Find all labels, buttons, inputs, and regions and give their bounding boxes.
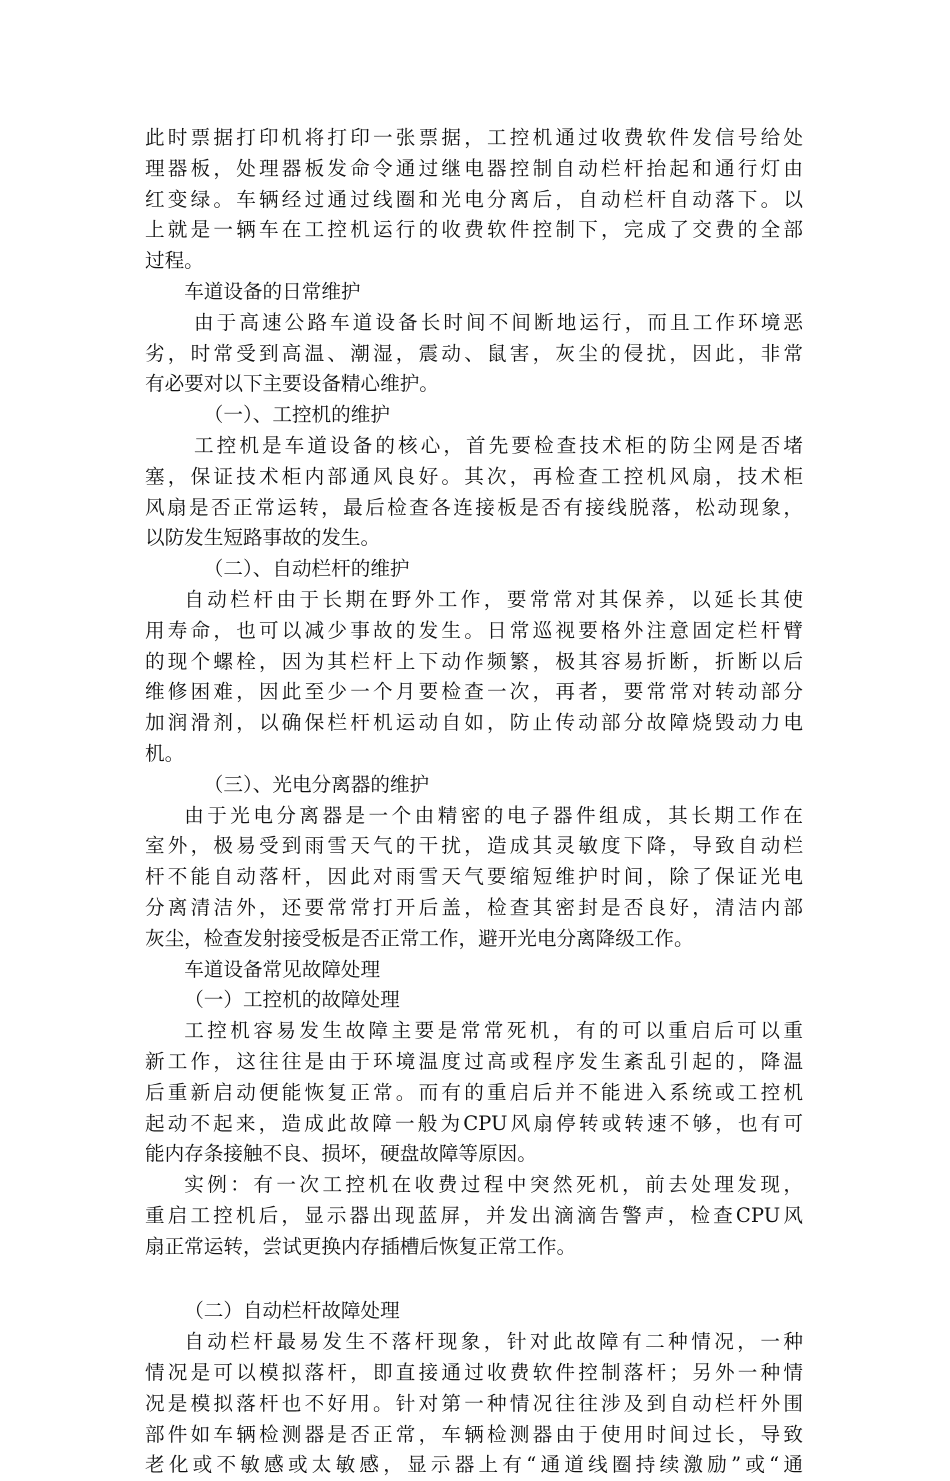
text-line: 情况是可以模拟落杆，即直接通过收费软件控制落杆；另外一种情 [145, 1361, 803, 1385]
text-line: 此时票据打印机将打印一张票据，工控机通过收费软件发信号给处 [145, 126, 803, 149]
text-line: 加润滑剂，以确保栏杆机运动自如，防止传动部分故障烧毁动力电 [145, 711, 803, 735]
text-line: 自动栏杆由于长期在野外工作，要常常对其保养，以延长其使 [184, 587, 803, 611]
text-line: 自动栏杆最易发生不落杆现象，针对此故障有二种情况，一种 [184, 1330, 803, 1354]
text-line: 以防发生短路事故的发生。 [145, 526, 381, 550]
text-line: 红变绿。车辆经过通过线圈和光电分离后，自动栏杆自动落下。以 [145, 187, 803, 211]
text-line: 工控机是车道设备的核心，首先要检查技术柜的防尘网是否堵 [194, 433, 803, 457]
text-line: 车道设备的日常维护 [184, 279, 361, 303]
text-line: 维修困难，因此至少一个月要检查一次，再者，要常常对转动部分 [145, 680, 803, 704]
text-line: 工控机容易发生故障主要是常常死机，有的可以重启后可以重 [184, 1019, 803, 1043]
text-line: 由于光电分离器是一个由精密的电子器件组成，其长期工作在 [184, 803, 803, 827]
text-line: 新工作，这往往是由于环境温度过高或程序发生紊乱引起的，降温 [145, 1049, 803, 1073]
text-line: 杆不能自动落杆，因此对雨雪天气要缩短维护时间，除了保证光电 [145, 865, 803, 889]
text-line: 理器板，处理器板发命令通过继电器控制自动栏杆抬起和通行灯由 [145, 156, 803, 180]
document-body [145, 123, 803, 1481]
text-line: 塞，保证技术柜内部通风良好。其次，再检查工控机风扇，技术柜 [145, 464, 803, 488]
text-line: 能内存条接触不良、损坏，硬盘故障等原因。 [145, 1142, 537, 1166]
text-line: （三）、光电分离器的维护 [203, 772, 430, 796]
text-line: 况是模拟落杆也不好用。针对第一种情况往往涉及到自动栏杆外围 [145, 1391, 803, 1415]
text-line: 有必要对以下主要设备精心维护。 [145, 372, 439, 396]
text-line: （二）、自动栏杆的维护 [203, 557, 410, 581]
text-line: 劣，时常受到高温、潮湿，震动、鼠害，灰尘的侵扰，因此，非常 [145, 341, 803, 365]
text-line: （一）、工控机的维护 [203, 403, 390, 427]
text-line: （一）工控机的故障处理 [184, 988, 400, 1012]
text-line: 室外，极易受到雨雪天气的干扰，造成其灵敏度下降，导致自动栏 [145, 834, 803, 858]
text-line: 实例：有一次工控机在收费过程中突然死机，前去处理发现， [184, 1173, 803, 1197]
text-line: 由于高速公路车道设备长时间不间断地运行，而且工作环境恶 [194, 310, 803, 334]
text-line: 重启工控机后，显示器出现蓝屏，并发出滴滴告警声，检查CPU风 [145, 1203, 803, 1227]
text-line: 扇正常运转，尝试更换内存插槽后恢复正常工作。 [145, 1234, 577, 1258]
blank-line [145, 1262, 803, 1296]
text-line: 灰尘，检查发射接受板是否正常工作，避开光电分离降级工作。 [145, 926, 694, 950]
text-line: 分离清洁外，还要常常打开后盖，检查其密封是否良好，清洁内部 [145, 895, 803, 919]
text-line: 车道设备常见故障处理 [184, 957, 381, 981]
text-line: 起动不起来，造成此故障一般为CPU风扇停转或转速不够，也有可 [145, 1111, 803, 1135]
text-line: 风扇是否正常运转，最后检查各连接板是否有接线脱落，松动现象， [145, 495, 803, 519]
text-line: 机。 [145, 741, 185, 765]
text-line: （二）自动栏杆故障处理 [184, 1299, 400, 1323]
text-line: 用寿命，也可以减少事故的发生。日常巡视要格外注意固定栏杆臂 [145, 618, 803, 642]
text-line: 老化或不敏感或太敏感，显示器上有“通道线圈持续激励”或“通 [145, 1453, 803, 1477]
text-line: 过程。 [145, 249, 204, 273]
text-line: 上就是一辆车在工控机运行的收费软件控制下，完成了交费的全部 [145, 218, 803, 242]
text-line: 后重新启动便能恢复正常。而有的重启后并不能进入系统或工控机 [145, 1080, 803, 1104]
text-line: 的现个螺栓，因为其栏杆上下动作频繁，极其容易折断，折断以后 [145, 649, 803, 673]
text-line: 部件如车辆检测器是否正常，车辆检测器由于使用时间过长，导致 [145, 1422, 803, 1446]
